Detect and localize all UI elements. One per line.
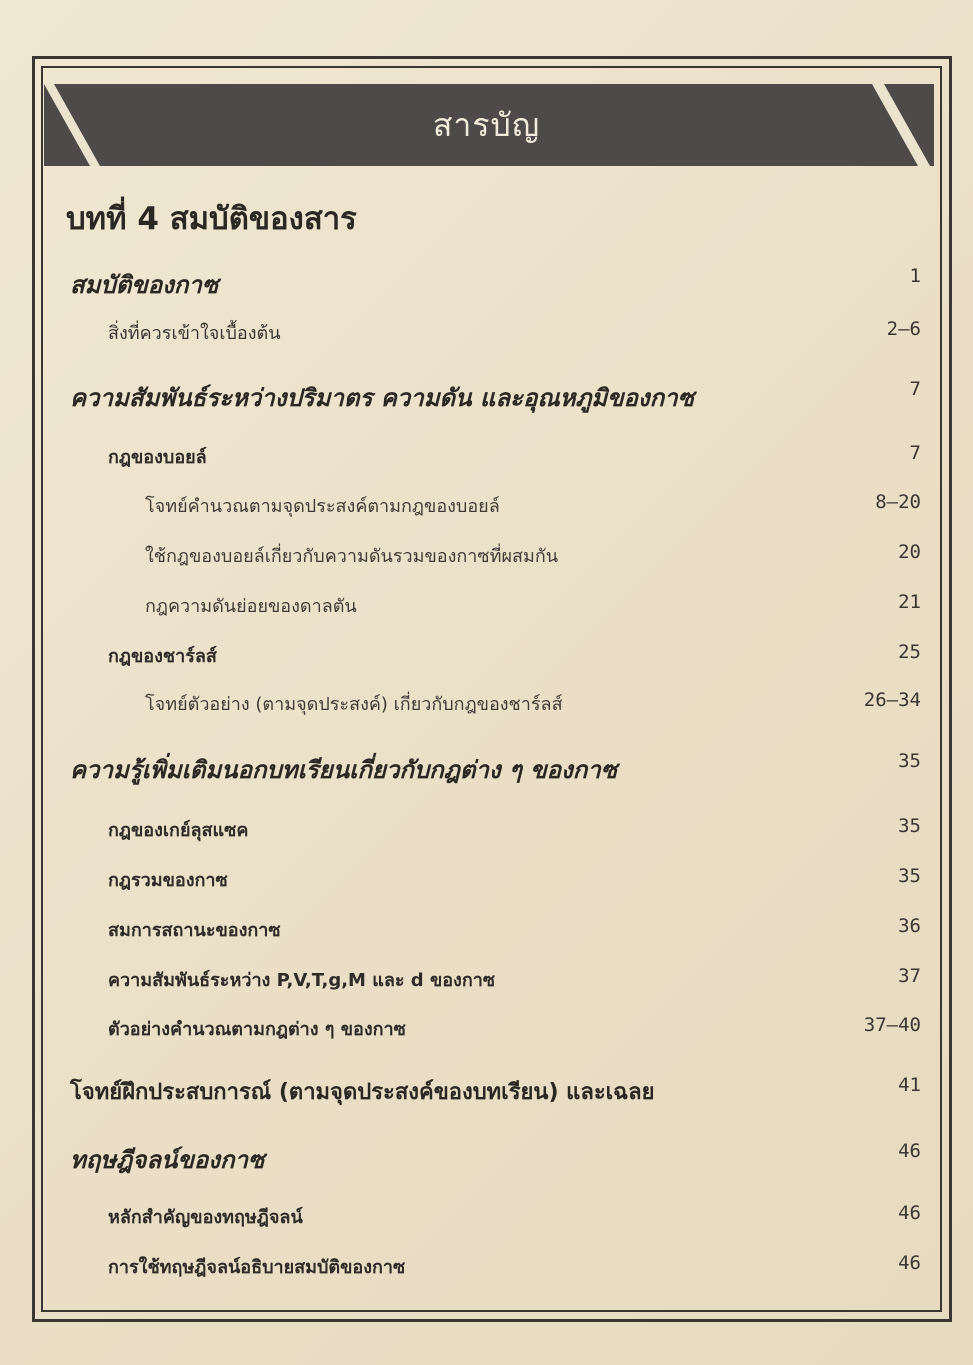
toc-entry-label: ความสัมพันธ์ระหว่าง P,V,T,g,M และ d ของกาซ (108, 970, 496, 991)
toc-entry (0, 915, 973, 955)
toc-entry (0, 1074, 973, 1114)
toc-entry-label: ความสัมพันธ์ระหว่างปริมาตร ความดัน และอุณหภูมิของกาซ (70, 383, 694, 412)
toc-entry-page: 36 (898, 915, 921, 937)
toc-entry-label: ใช้กฎของบอยล์เกี่ยวกับความดันรวมของกาซที่ผสมกัน (145, 546, 559, 567)
toc-entry-label: การใช้ทฤษฎีจลน์อธิบายสมบัติของกาซ (108, 1257, 406, 1278)
toc-entry-label: กฎของบอยล์ (108, 447, 207, 468)
toc-entry-label: กฎของชาร์ลส์ (108, 646, 217, 667)
toc-entry-page: 35 (898, 865, 921, 887)
toc-entry-label: กฎความดันย่อยของดาลตัน (145, 596, 357, 617)
toc-entry (0, 750, 973, 790)
toc-entry-label: ความรู้เพิ่มเติมนอกบทเรียนเกี่ยวกับกฎต่าง ๆ ของกาซ (70, 755, 618, 784)
toc-entry-label: กฎรวมของกาซ (108, 870, 228, 891)
toc-entry-page: 7 (909, 442, 921, 464)
toc-entry-page: 41 (898, 1074, 921, 1096)
toc-entry-label: โจทย์คำนวณตามจุดประสงค์ตามกฎของบอยล์ (145, 496, 500, 517)
toc-entry (0, 491, 973, 531)
toc-entry (0, 1014, 973, 1054)
toc-entry-page: 37–40 (863, 1014, 921, 1036)
toc-entry-label: ตัวอย่างคำนวณตามกฎต่าง ๆ ของกาซ (108, 1019, 406, 1040)
toc-entry (0, 591, 973, 631)
toc-entry (0, 541, 973, 581)
toc-entry-page: 8–20 (875, 491, 921, 513)
toc-entry-label: โจทย์ตัวอย่าง (ตามจุดประสงค์) เกี่ยวกับกฎของชาร์ลส์ (145, 694, 563, 715)
toc-entry-label: สมบัติของกาซ (70, 270, 219, 299)
toc-entry (0, 1252, 973, 1292)
toc-entry-page: 20 (898, 541, 921, 563)
toc-entry-page: 7 (909, 378, 921, 400)
toc-entry-page: 1 (909, 265, 921, 287)
toc-entry-page: 26–34 (863, 689, 921, 711)
toc-entry (0, 641, 973, 681)
toc-entry (0, 965, 973, 1005)
toc-entry-page: 46 (898, 1140, 921, 1162)
chapter-title: บทที่ 4 สมบัติของสาร (66, 201, 357, 237)
toc-entry-page: 46 (898, 1202, 921, 1224)
toc-entry (0, 318, 973, 358)
toc-entry-page: 35 (898, 750, 921, 772)
toc-entry (0, 378, 973, 418)
toc-entry-page: 37 (898, 965, 921, 987)
toc-entry-label: หลักสำคัญของทฤษฎีจลน์ (108, 1207, 303, 1228)
toc-entry-label: สมการสถานะของกาซ (108, 920, 281, 941)
toc-entry-label: สิ่งที่ควรเข้าใจเบื้องต้น (108, 323, 281, 344)
toc-entry-label: โจทย์ฝึกประสบการณ์ (ตามจุดประสงค์ของบทเรียน) และเฉลย (70, 1080, 655, 1105)
toc-entry (0, 689, 973, 729)
toc-entry-page: 35 (898, 815, 921, 837)
page-title: สารบัญ (432, 106, 541, 144)
toc-entry (0, 1140, 973, 1180)
toc-entry (0, 1202, 973, 1242)
toc-entry (0, 815, 973, 855)
toc-entry-label: ทฤษฎีจลน์ของกาซ (70, 1145, 265, 1174)
toc-entry-page: 46 (898, 1252, 921, 1274)
toc-entry (0, 442, 973, 482)
toc-entry-label: กฎของเกย์ลุสแซค (108, 820, 249, 841)
toc-entry-page: 21 (898, 591, 921, 613)
toc-entry (0, 865, 973, 905)
toc-entry (0, 265, 973, 305)
toc-entry-page: 2–6 (886, 318, 921, 340)
toc-entry-page: 25 (898, 641, 921, 663)
